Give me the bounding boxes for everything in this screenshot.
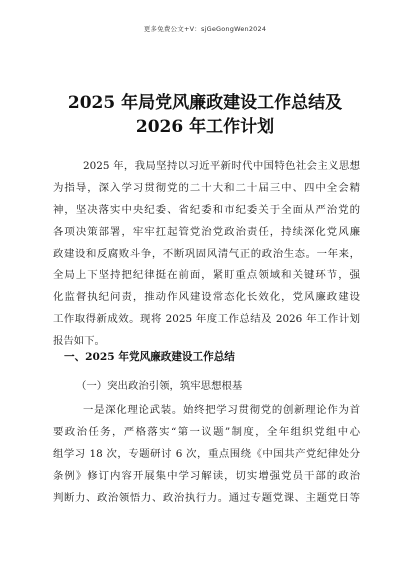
paragraph-line: 组学习 18 次，专题研讨 6 次，重点围绕《中国共产党纪律处分 [53,447,360,460]
paragraph-line: 各项决策部署，牢牢扛起管党治党政治责任，持续深化党风廉 [53,225,360,238]
paragraph-line: 报告如下。 [53,335,105,348]
paragraph-line: 条例》修订内容开展集中学习解读，切实增强党员干部的政治 [53,469,360,482]
paragraph-line: 一是深化理论武装。始终把学习贯彻党的创新理论作为首 [83,404,360,416]
paragraph-line: 2025 年，我局坚持以习近平新时代中国特色社会主义思想 [83,160,360,172]
section-heading: 一、2025 年党风廉政建设工作总结 [64,351,235,363]
paragraph-line: 政建设和反腐败斗争，不断巩固风清气正的政治生态。一年来， [53,247,360,260]
paragraph-line: 化监督执纪问责，推动作风建设常态化长效化，党风廉政建设 [53,291,360,304]
document-title-line2: 2026 年工作计划 [135,117,275,137]
header-note: 更多免费公文+V：sjGeGongWen2024 [143,25,267,33]
intro-paragraph [53,156,360,353]
paragraph-line: 神，坚决落实中央纪委、省纪委和市纪委关于全面从严治党的 [53,203,360,216]
paragraph-line: 要政治任务，严格落实“第一议题”制度，全年组织党组中心 [53,425,360,438]
paragraph-line: 判断力、政治领悟力、政治执行力。通过专题党课、主题党日等 [53,491,360,504]
subsection-heading: （一）突出政治引领，筑牢思想根基 [76,380,243,392]
paragraph-line: 为指导，深入学习贯彻党的二十大和二十届三中、四中全会精 [53,181,360,194]
paragraph-line: 工作取得新成效。现将 2025 年度工作总结及 2026 年工作计划 [53,313,360,326]
paragraph-line: 全局上下坚持把纪律挺在前面，紧盯重点领域和关键环节，强 [53,269,360,282]
document-title-line1: 2025 年局党风廉政建设工作总结及 [67,93,343,113]
section-paragraph [53,400,360,509]
